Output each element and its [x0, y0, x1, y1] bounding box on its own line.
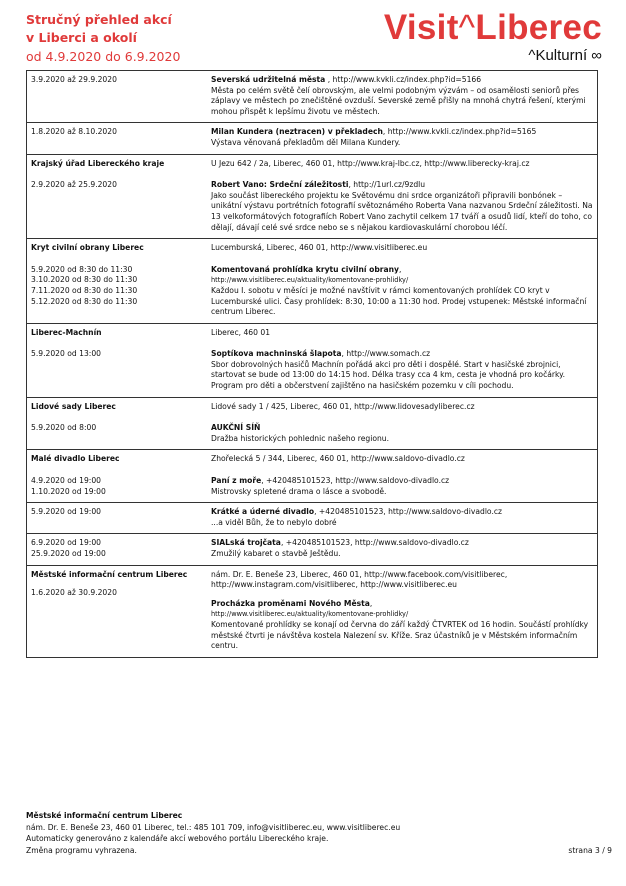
event-title-line — [211, 423, 593, 434]
event-url[interactable]: http://www.visitliberec.eu/aktuality/komentovane-prohlidky/ — [211, 610, 409, 619]
header-title-line2: v Liberci a okolí — [26, 30, 137, 45]
event-right-column — [211, 402, 593, 445]
event-date: 25.9.2020 od 19:00 — [31, 549, 106, 558]
event-title: Krátké a úderné divadlo — [211, 507, 315, 517]
event-left-column — [31, 75, 211, 117]
event-title: Milan Kundera (neztracen) v překladech — [211, 127, 383, 137]
venue-address: Liberec, 460 01 — [211, 327, 271, 337]
event-date: 3.9.2020 až 29.9.2020 — [31, 75, 117, 84]
venue-row — [26, 324, 598, 398]
venue-name: Kryt civilní obrany Liberec — [31, 243, 144, 253]
event-description: ...a viděl Bůh, že to nebylo dobré — [211, 517, 337, 527]
event-url[interactable]: http://www.visitliberec.eu/aktuality/komentovane-prohlidky/ — [211, 276, 409, 285]
venue-row — [26, 239, 598, 324]
footer-org: Městské informační centrum Liberec — [26, 811, 183, 820]
venue-address[interactable]: Zhořelecká 5 / 344, Liberec, 460 01, http://www.saldovo-divadlo.cz — [211, 454, 465, 464]
event-row — [26, 503, 598, 534]
venue-row — [26, 566, 598, 658]
event-title: Severská udržitelná města — [211, 75, 326, 84]
event-date: 4.9.2020 od 19:00 — [31, 476, 101, 486]
event-right-column — [211, 243, 593, 318]
event-title: Paní z moře — [211, 476, 262, 486]
event-left-column — [31, 159, 211, 234]
page-header — [26, 10, 600, 66]
footer-disclaimer: Změna programu vyhrazena. — [26, 845, 137, 855]
footer-contact: nám. Dr. E. Beneše 23, 460 01 Liberec, tel.: 485 101 709, info@visitliberec.eu, www.visitliberec.eu — [26, 822, 401, 832]
venue-name: Liberec-Machnín — [31, 327, 102, 337]
event-date: 7.11.2020 od 8:30 do 11:30 — [31, 285, 138, 295]
event-left-column — [31, 454, 211, 497]
event-description: Dražba historických pohlednic našeho regionu. — [211, 433, 390, 443]
event-left-column — [31, 507, 211, 528]
event-right-column — [211, 127, 593, 148]
event-right-column — [211, 159, 593, 234]
event-title: SIALská trojčata — [211, 538, 281, 548]
event-title-line — [211, 180, 593, 191]
event-left-column — [31, 243, 211, 318]
event-description: Sbor dobrovolných hasičů Machnín pořádá akci pro děti i dospělé. Start v hasičské zbrojnici, startovat se bude od 13:00 do 14:15 hod. Délka trasy cca 4 km, cesta je vhodná pro kočárky. Program pro děti a občerstvení zajištěno na hasičském pozemku v cíli pochodu. — [211, 359, 565, 391]
event-date: 1.8.2020 až 8.10.2020 — [31, 127, 117, 137]
page-footer — [26, 810, 600, 856]
event-title-link[interactable]: , +420485101523, http://www.saldovo-divadlo.cz — [280, 538, 469, 548]
event-date: 6.9.2020 od 19:00 — [31, 538, 101, 548]
logo-wordmark — [384, 8, 602, 48]
event-title-line — [211, 507, 593, 518]
venue-address[interactable]: Lucemburská, Liberec, 460 01, http://www.visitliberec.eu — [211, 243, 428, 253]
event-left-column — [31, 328, 211, 392]
event-title-link: , — [399, 264, 402, 274]
event-date: 2.9.2020 až 25.9.2020 — [31, 180, 117, 190]
event-title-line — [211, 75, 593, 86]
event-title: AUKČNÍ SÍŇ — [211, 423, 261, 433]
event-title-link[interactable]: , http://1url.cz/9zdlu — [348, 180, 426, 190]
event-right-column — [211, 328, 593, 392]
event-right-column — [211, 570, 593, 652]
header-date-range: od 4.9.2020 do 6.9.2020 — [26, 49, 181, 64]
event-title-line — [211, 476, 593, 487]
event-description: Jako součást libereckého projektu ke Světovému dni srdce organizátoři připravili bonbónek – unikátní výstavu portrétních fotografií světoznámého Roberta Vana nazvanou Srdeční záležitosti. Na 13 velkoformátových fotografiích Robert Vano zachytil celkem 17 tváří a osudů lidí, kteří do toho, co dělají, dávají celé své srdce nebo se s nějakou kardiovaskulární chorobou léčí. — [211, 190, 593, 232]
header-title-line1: Stručný přehled akcí — [26, 12, 172, 27]
event-title-link[interactable]: , http://www.kvkli.cz/index.php?id=5165 — [382, 127, 537, 137]
event-right-column — [211, 507, 593, 528]
event-title-link[interactable]: , +420485101523, http://www.saldovo-divadlo.cz — [261, 476, 450, 486]
event-right-column — [211, 75, 593, 117]
event-row — [26, 71, 598, 123]
event-date: 5.12.2020 od 8:30 do 11:30 — [31, 296, 138, 306]
logo-visit: Visit — [383, 8, 459, 47]
event-description: Výstava věnovaná překladům děl Milana Kundery. — [211, 137, 401, 147]
event-title-link: , — [369, 598, 373, 608]
venue-address[interactable]: Lidové sady 1 / 425, Liberec, 460 01, http://www.lidovesadyliberec.cz — [211, 401, 475, 411]
logo-caret: ^ — [458, 8, 476, 47]
event-date: 1.6.2020 až 30.9.2020 — [31, 588, 117, 598]
event-description: Města po celém světě čelí obrovským, ale velmi podobným výzvám – od osamělosti seniorů přes záplavy ve městech po znečištěné ovzduší. Severské země přišly na mnohá chytrá řešení, kterými mohou přispět k lepšímu životu ve městech. — [211, 85, 586, 116]
venue-row — [26, 155, 598, 240]
event-title: Robert Vano: Srdeční záležitosti — [211, 180, 349, 190]
event-date: 5.9.2020 od 8:30 do 11:30 — [31, 264, 133, 274]
event-left-column — [31, 538, 211, 559]
event-title-line — [211, 127, 593, 138]
venue-name: Lidové sady Liberec — [31, 401, 116, 411]
event-title: Komentovaná prohlídka krytu civilní obrany — [211, 264, 400, 274]
event-left-column — [31, 127, 211, 148]
venue-row — [26, 450, 598, 503]
event-date: 3.10.2020 od 8:30 do 11:30 — [31, 275, 138, 285]
event-date: 5.9.2020 od 13:00 — [31, 349, 101, 359]
logo-subtitle: ^Kulturní ∞ — [528, 47, 602, 64]
logo-city: Liberec — [475, 8, 602, 47]
events-table — [26, 70, 598, 658]
event-title-line — [211, 538, 593, 549]
event-title-link[interactable]: , http://www.somach.cz — [341, 349, 431, 359]
page-number: strana 3 / 9 — [568, 846, 612, 855]
event-left-column — [31, 402, 211, 445]
visitliberec-logo — [330, 10, 602, 68]
event-description: Komentované prohlídky se konají od června do září každý ČTVRTEK od 16 hodin. Součástí prohlídky městské čtvrti je návštěva kostela Nalezení sv. Kříže. Sraz účastníků je v Městském informačním centru. — [211, 619, 589, 651]
event-title: Procházka proměnami Nového Města — [211, 598, 370, 608]
venue-name: Městské informační centrum Liberec — [31, 569, 188, 579]
venue-row — [26, 398, 598, 451]
event-title: Soptíkova machninská šlapota — [211, 349, 342, 359]
event-title-line — [211, 349, 593, 360]
event-date: 1.10.2020 od 19:00 — [31, 486, 106, 496]
footer-generated: Automaticky generováno z kalendáře akcí webového portálu Libereckého kraje. — [26, 834, 329, 844]
venue-address[interactable]: nám. Dr. E. Beneše 23, Liberec, 460 01, http://www.facebook.com/visitliberec, http://www.instagram.com/visitliberec, http://www.visitliberec.eu — [211, 569, 508, 590]
event-left-column — [31, 570, 211, 652]
event-title-link[interactable]: , +420485101523, http://www.saldovo-divadlo.cz — [314, 507, 503, 517]
venue-address[interactable]: U Jezu 642 / 2a, Liberec, 460 01, http://www.kraj-lbc.cz, http://www.liberecky-kraj.cz — [211, 158, 530, 168]
event-title-line — [211, 599, 593, 610]
venue-name: Krajský úřad Libereckého kraje — [31, 158, 165, 168]
event-description: Mistrovsky spletené drama o lásce a svobodě. — [211, 486, 387, 496]
event-title-line — [211, 265, 593, 276]
event-date: 5.9.2020 od 8:00 — [31, 423, 97, 433]
venue-name: Malé divadlo Liberec — [31, 454, 120, 464]
event-right-column — [211, 538, 593, 559]
event-title-link[interactable]: , http://www.kvkli.cz/index.php?id=5166 — [325, 75, 482, 84]
event-row — [26, 534, 598, 565]
event-description: Každou I. sobotu v měsíci je možné navštívit v rámci komentovaných prohlídek CO kryt v Lucemburské ulici. Časy prohlídek: 8:30, 10:00 a 11:30 hod. Prodej vstupenek: Městské informační centrum Liberec. — [211, 285, 587, 317]
event-row — [26, 123, 598, 154]
event-right-column — [211, 454, 593, 497]
event-date: 5.9.2020 od 19:00 — [31, 507, 101, 517]
event-description: Zmužilý kabaret o stavbě Ještědu. — [211, 549, 341, 558]
